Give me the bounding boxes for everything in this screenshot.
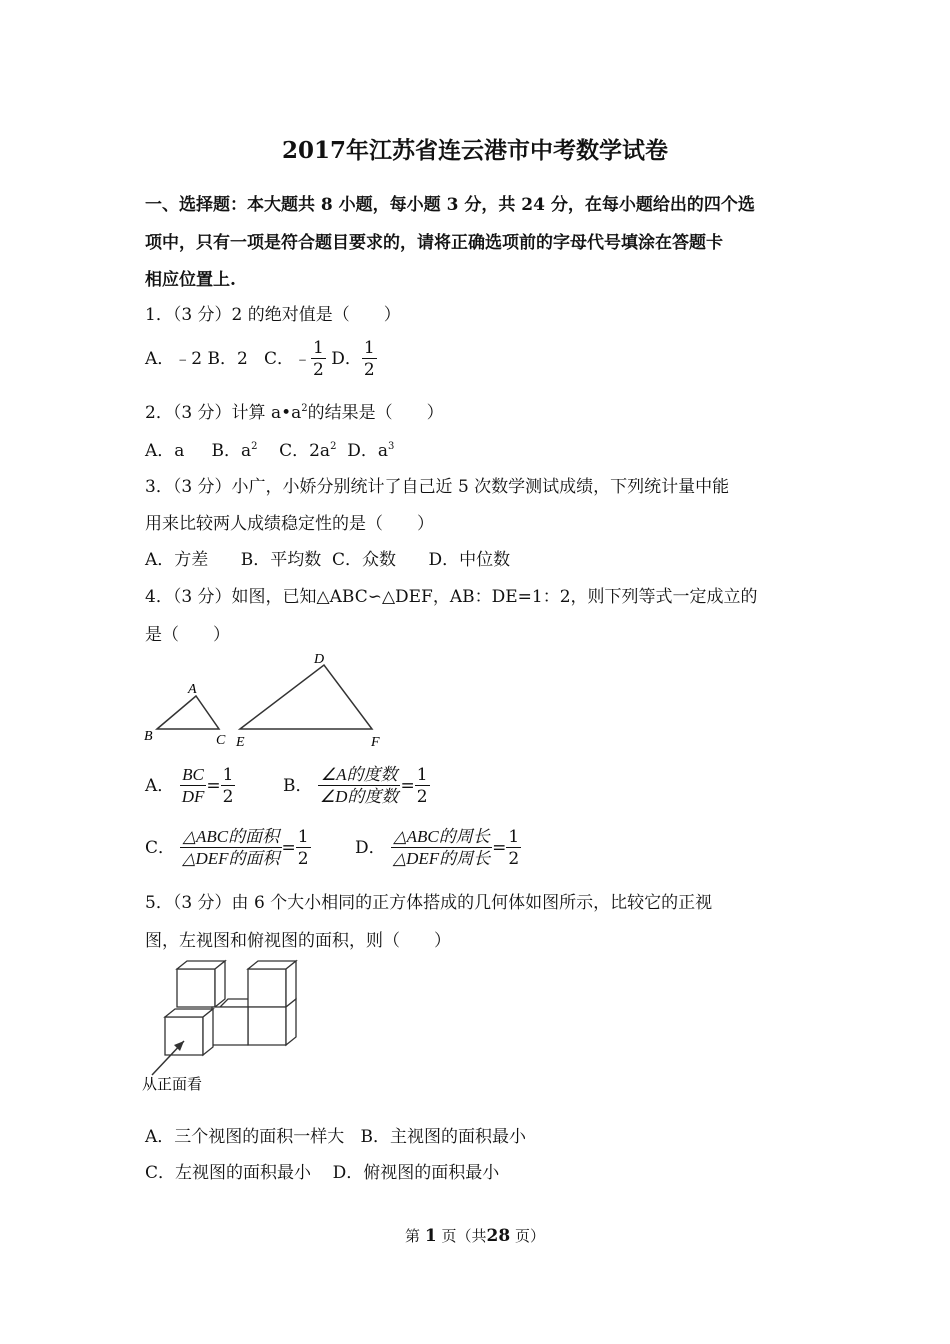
q1-option-a: A．﹣2: [145, 349, 203, 369]
q4-option-a: A． $\frac{BC}{DF}$ = $\frac{1}{2}$: [145, 765, 234, 807]
page-title: 2017年江苏省连云港市中考数学试卷: [281, 137, 668, 164]
q1-c-fraction: $\frac{1}{2}$: [313, 338, 324, 380]
q1-stem: 1．（3 分）2 的绝对值是（ ）: [145, 305, 401, 325]
q1-option-d: D．: [331, 349, 362, 369]
q4-stem-line-1: 4．（3 分）如图，已知△ABC∽△DEF，AB：DE=1：2，则下列等式一定成立的: [145, 587, 758, 607]
q4-option-c: C． $\frac{\text{△ABC的面积}}{\text{△DEF的面积}}$ = $\frac{1}{2}$: [145, 827, 309, 869]
section-heading-line-2: 项中，只有一项是符合题目要求的，请将正确选项前的字母代号填涂在答题卡: [145, 233, 723, 253]
q3-stem-line-1: 3．（3 分）小广，小娇分别统计了自己近 5 次数学测试成绩，下列统计量中能: [145, 477, 730, 497]
q5-options-row-2: [145, 1158, 499, 1183]
q2-option-d: D．$a^3$: [347, 441, 395, 461]
label-f: F: [371, 735, 380, 750]
figure-caption: 从正面看: [142, 1075, 203, 1093]
q1-option-c: C．﹣: [264, 349, 312, 369]
q3-option-b: B．平均数: [240, 550, 322, 570]
label-e: E: [236, 735, 245, 750]
label-b: B: [144, 729, 153, 744]
q2-option-a: A．a: [145, 441, 185, 461]
label-a: A: [188, 682, 197, 697]
q2-stem: 2．（3 分）计算 $a•a^2$的结果是（ ）: [145, 403, 444, 423]
page-footer: 第 1 页（共28 页）: [405, 1226, 545, 1246]
q3-option-a: A．方差: [145, 550, 209, 570]
current-page-number: 1: [424, 1226, 437, 1246]
label-d: D: [314, 652, 325, 667]
q5-option-d: D．俯视图的面积最小: [332, 1163, 500, 1183]
q3-options: [145, 545, 510, 570]
section-heading-line-1: 一、选择题：本大题共 8 小题，每小题 3 分，共 24 分，在每小题给出的四个选: [145, 195, 755, 215]
q1-option-b: B．2: [207, 349, 248, 369]
q5-options-row-1: [145, 1122, 526, 1147]
q2-option-b: B．$a^2$: [211, 441, 258, 461]
label-c: C: [216, 733, 226, 748]
q1-options: [145, 338, 377, 381]
triangle-def: [240, 665, 372, 729]
q4-stem-line-2: 是（ ）: [145, 625, 230, 645]
q5-option-c: C．左视图的面积最小: [145, 1163, 312, 1183]
q5-option-b: B．主视图的面积最小: [360, 1127, 526, 1147]
q3-stem-line-2: 用来比较两人成绩稳定性的是（ ）: [145, 514, 434, 534]
q5-stem-line-1: 5．（3 分）由 6 个大小相同的正方体搭成的几何体如图所示，比较它的正视: [145, 893, 713, 913]
q5-stem-line-2: 图，左视图和俯视图的面积，则（ ）: [145, 931, 451, 951]
q3-option-d: D．中位数: [428, 550, 511, 570]
triangle-abc: [157, 696, 219, 729]
q4-option-b: B． $\frac{\text{∠A的度数}}{\text{∠D的度数}}$ = $\frac{1}{2}$: [283, 765, 428, 807]
similar-triangles-figure: [140, 648, 400, 750]
q5-option-a: A．三个视图的面积一样大: [145, 1127, 345, 1147]
total-pages: 28: [486, 1226, 511, 1246]
q4-option-d: D． $\frac{\text{△ABC的周长}}{\text{△DEF的周长}}$ = $\frac{1}{2}$: [355, 827, 520, 869]
q2-option-c: C．$2a^2$: [279, 441, 337, 461]
q2-options: [145, 436, 394, 461]
cubes-figure: [140, 955, 310, 1095]
q3-option-c: C．众数: [332, 550, 397, 570]
section-heading-line-3: 相应位置上.: [145, 270, 236, 290]
q1-d-fraction: $\frac{1}{2}$: [363, 338, 375, 380]
